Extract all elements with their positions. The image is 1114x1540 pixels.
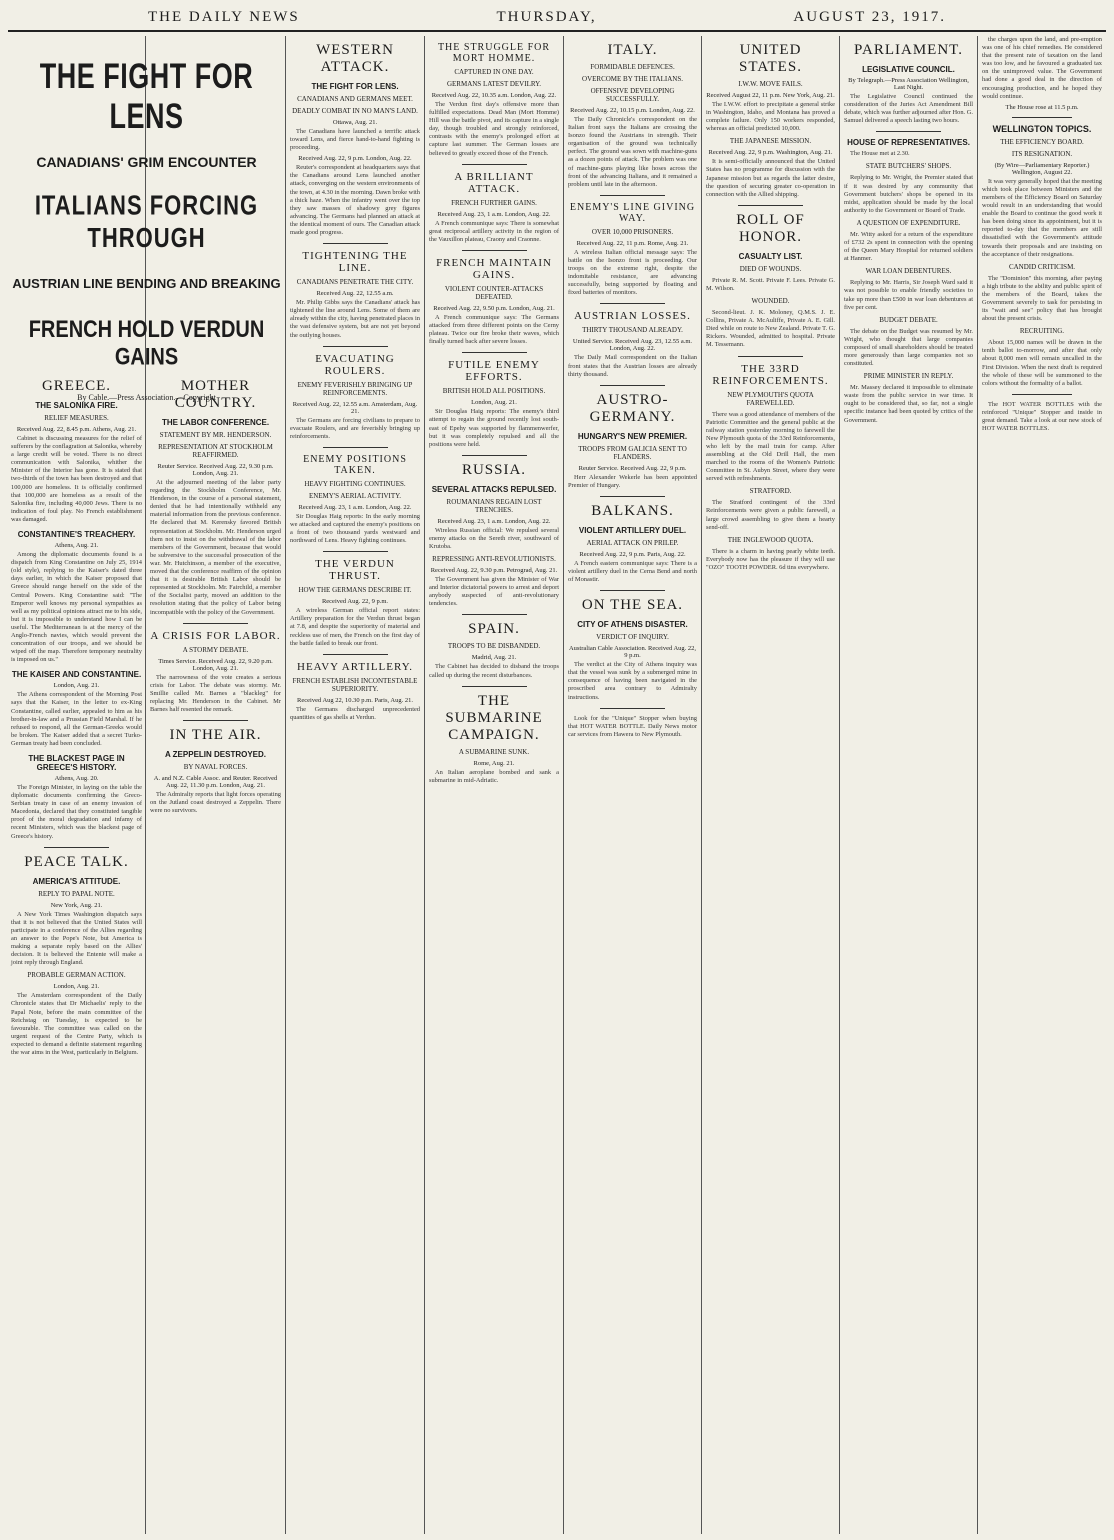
subheading: I.W.W. MOVE FAILS. — [738, 80, 803, 88]
divider — [323, 551, 388, 552]
divider — [600, 195, 665, 196]
section-title: A CRISIS FOR LABOR. — [150, 629, 281, 642]
subheading: THE LABOR CONFERENCE. — [161, 418, 270, 427]
article-text: Sir Douglas Haig reports: In the early morning we attacked and captured the enemy's positions on a front of two thousand yards westward and northward of Lens. Heavy fighting continues. — [290, 512, 420, 545]
dateline: Received Aug. 23, 1 a.m. London, Aug. 22. — [298, 503, 412, 511]
subheading: ENEMY'S AERIAL ACTIVITY. — [308, 491, 402, 500]
divider — [462, 164, 527, 165]
subheading: STRATFORD. — [749, 487, 792, 496]
section-title: WESTERN ATTACK. — [316, 42, 394, 75]
subheading: SEVERAL ATTACKS REPULSED. — [431, 484, 557, 494]
subheading: REPRESENTATION AT STOCKHOLM REAFFIRMED. — [158, 443, 273, 459]
subheading: THE INGLEWOOD QUOTA. — [727, 535, 814, 544]
subheading: THE FIGHT FOR LENS. — [311, 82, 399, 91]
subheading: CAPTURED IN ONE DAY. — [454, 68, 534, 76]
article-text: The I.W.W. effort to precipitate a general strike in Washington, Idaho, and Montana has proved a complete failure. Only 150 workers responded, whereas an official predicted 10,000. — [706, 101, 835, 133]
subheading: CANDID CRITICISM. — [1008, 262, 1076, 271]
article-text: The Amsterdam correspondent of the Daily Chronicle states that Dr Michaelis' reply to the Papal Note, before the main committee of the Reichstag on Tuesday, is expected to be favourable. The committee was called on the urgent request of the Centre Party, which is expected to demand a definite statement regarding the war aims in the West, particularly in Belgium. — [11, 992, 142, 1056]
column-3 — [286, 36, 425, 1534]
section-title: A BRILLIANT ATTACK. — [454, 170, 534, 195]
subheading: DIED OF WOUNDS. — [739, 264, 802, 273]
subheading: FORMIDABLE DEFENCES. — [590, 63, 675, 71]
divider — [44, 847, 110, 848]
dateline: Athens, Aug. 20. — [54, 775, 99, 782]
dateline: Received Aug. 22, 11 p.m. Rome, Aug. 21. — [576, 239, 689, 247]
divider — [876, 131, 941, 132]
subheading: VIOLENT ARTILLERY DUEL. — [578, 525, 687, 535]
article-text: A French communique says: The Germans attacked from three different points on the Cerny plateau. Twice our fire broke their waves, which finally turned back after severe losses. — [429, 313, 559, 346]
subheading: DEADLY COMBAT IN NO MAN'S LAND. — [292, 107, 418, 115]
dateline: Received Aug. 22, 10.15 p.m. London, Aug. 22. — [570, 107, 695, 114]
article-text: The debate on the Budget was resumed by Mr. Wright, who thought that large companies composed of small shareholders should be treated more generously than large companies not so constituted. — [844, 327, 973, 368]
article-text: About 15,000 names will be drawn in the tenth ballot to-morrow, and after that only about 8,000 men will remain uncalled in the First Division. When the next draft is required the whole of these will be summoned to the colors without the formality of a ballot. — [982, 339, 1102, 387]
divider — [183, 720, 249, 721]
dateline: Received Aug. 22, 12.55 a.m. Amsterdam, Aug. 21. — [292, 400, 418, 415]
section-title: SPAIN. — [468, 621, 520, 638]
subheading: OVER 10,000 PRISONERS. — [591, 227, 674, 236]
section-title: ENEMY POSITIONS TAKEN. — [303, 453, 407, 476]
subheading: AERIAL ATTACK ON PRILEP. — [586, 538, 679, 547]
divider — [600, 496, 665, 497]
subheading: HEAVY FIGHTING CONTINUES. — [304, 479, 406, 488]
article-text: The Legislative Council continued the consideration of the Juries Act Amendment Bill debate, which was further adjourned after Hon. G. Samuel delivered a speech lasting two hours. — [844, 93, 973, 125]
section-title: ROLL OF HONOR. — [736, 211, 805, 245]
subheading: A STORMY DEBATE. — [182, 645, 249, 654]
section-title: MOTHER COUNTRY. — [174, 378, 257, 411]
subheading: BY NAVAL FORCES. — [183, 763, 248, 772]
section-title: EVACUATING ROULERS. — [315, 352, 395, 377]
divider — [1012, 117, 1072, 118]
subheading: LEGISLATIVE COUNCIL. — [862, 65, 955, 74]
masthead-rule — [8, 30, 1106, 32]
dateline: London, Aug. 21. — [53, 682, 100, 690]
article-text: An Italian aeroplane bombed and sank a submarine in mid-Adriatic. — [429, 768, 559, 784]
article-text: Replying to Mr. Harris, Sir Joseph Ward said it was not possible to enable friendly societies to take up more than £500 in war loan debentures at five per cent. — [844, 279, 973, 311]
subheading: VIOLENT COUNTER-ATTACKS DEFEATED. — [444, 284, 544, 301]
article-text: The House met at 2.30. — [850, 150, 910, 158]
dateline: Ottawa, Aug. 21. — [332, 119, 378, 126]
column-5 — [564, 36, 702, 1534]
section-title: UNITED STATES. — [739, 42, 802, 75]
advertisement-text: There is a charm in having pearly white teeth. Everybody now has the pleasure if they will use "OZO" TOOTH POWDER. 6d tins everywhere. — [706, 547, 835, 571]
section-title: FRENCH MAINTAIN GAINS. — [436, 256, 552, 281]
column-2 — [146, 36, 286, 1534]
subheading: STATE BUTCHERS' SHOPS. — [865, 162, 952, 171]
advertisement-text: Look for the "Unique" Stopper when buying that HOT WATER BOTTLE. Daily News motor car services from Hawera to New Plymouth. — [568, 714, 697, 738]
article-text: The Germans discharged unprecedented quantities of gas shells at Verdun. — [290, 705, 420, 721]
article-text: Second-lieut. J. K. Moloney, Q.M.S. J. E. Collins, Private A. McAuliffe, Private A. E. Gill. Died while on route to New Zealand. Private T. G. Rickers. Wounded, admitted to hospital. Private M. Tessemann. — [706, 309, 835, 349]
dateline: Reuter Service. Received Aug. 22, 9.30 p.m. London, Aug. 21. — [157, 463, 274, 477]
subheading: THE KAISER AND CONSTANTINE. — [11, 670, 142, 680]
section-title: BALKANS. — [591, 502, 674, 519]
dateline: Athens, Aug. 21. — [54, 542, 99, 550]
subheading: THE JAPANESE MISSION. — [729, 137, 812, 146]
canadians-headline: CANADIANS' GRIM ENCOUNTER — [36, 154, 257, 170]
dateline: London, Aug. 21. — [471, 399, 517, 407]
subheading: THIRTY THOUSAND ALREADY. — [582, 326, 683, 335]
subheading: ITS RESIGNATION. — [1011, 149, 1073, 158]
article-text: A French communique says: There is somewhat great reciprocal artillery activity in the region of the Vauxillon plateau, Craony and Craonne. — [429, 219, 559, 243]
subheading: CANADIANS PENETRATE THE CITY. — [296, 278, 414, 287]
article-text: A wireless Italian official message says: The battle on the Isonzo front is proceeding. Our troops on the extreme right, despite the indomitable resistance, are advancing successfully, being supported by floating and fixed batteries of monitors. — [568, 248, 697, 297]
subheading: CANADIANS AND GERMANS MEET. — [297, 95, 413, 103]
section-title: ITALY. — [607, 42, 658, 58]
article-text: The Stratford contingent of the 33rd Reinforcements were given a public farewell, a large crowd assembling to give them a hearty send-off. — [706, 499, 835, 531]
divider — [183, 623, 249, 624]
dateline: Times Service. Received Aug. 22, 9.20 p.m. London, Aug. 21. — [158, 657, 273, 672]
subheading: GERMANS LATEST DEVILRY. — [446, 80, 542, 88]
subheading: A ZEPPELIN DESTROYED. — [164, 750, 267, 760]
subheading: FRENCH ESTABLISH INCONTESTABLE SUPERIORITY. — [292, 676, 418, 693]
dateline: Received Aug. 22, 9.30 p.m. Petrograd, Aug. 21. — [430, 567, 558, 575]
paper-name: THE DAILY NEWS — [148, 8, 300, 25]
subheading: REPLY TO PAPAL NOTE. — [38, 889, 115, 898]
article-text: The Canadians have launched a terrific attack toward Lens, and fierce hand-to-hand fighting is proceeding. — [290, 128, 420, 152]
subheading: OVERCOME BY THE ITALIANS. — [582, 75, 683, 83]
divider — [462, 614, 527, 615]
dateline: New York, Aug. 21. — [50, 901, 103, 909]
subheading: REPRESSING ANTI-REVOLUTIONISTS. — [432, 555, 556, 564]
divider — [462, 455, 527, 456]
section-title: PEACE TALK. — [24, 853, 129, 870]
article-text: There was a good attendance of members of the Patriotic Committee and the general public at the railway station yesterday morning to farewell the New Plymouth quota of the 33rd Reinforcements, who left by the mail train for camp. After assembling at the Old Drill Hall, the men marched to the rooms of the Women's Patriotic Committee in St. Aubyn Street, where they were served with refreshments. — [706, 410, 835, 483]
section-title: AUSTRIAN LOSSES. — [574, 310, 691, 323]
divider — [462, 686, 527, 687]
greece-article — [11, 378, 142, 1057]
austrian-headline: AUSTRIAN LINE BENDING AND BREAKING — [12, 276, 281, 291]
divider — [1012, 394, 1072, 395]
column-7 — [840, 36, 978, 1534]
divider — [323, 346, 388, 347]
subheading: ENEMY FEVERISHLY BRINGING UP REINFORCEMENTS. — [297, 380, 413, 397]
main-headline: THE FIGHT FOR LENS — [39, 56, 254, 136]
article-text: The Government has given the Minister of War and Interior dictatorial powers to arrest and deport anybody suspected of anti-revolutionary tendencies. — [429, 576, 559, 608]
issue-day: THURSDAY, — [496, 8, 597, 25]
divider — [600, 303, 665, 304]
section-title: GREECE. — [41, 378, 112, 394]
section-title: THE SUBMARINE CAMPAIGN. — [445, 692, 543, 743]
subheading: WOUNDED. — [751, 297, 790, 306]
dateline: Received Aug. 22, 9 p.m. London, Aug. 22. — [298, 155, 412, 163]
subheading: WAR LOAN DEBENTURES. — [865, 267, 952, 276]
dateline: By Telegraph.—Press Association Wellington, Last Night. — [848, 77, 969, 91]
article-text: A French eastern communique says: There is a violent artillery duel in the Cerna Bend and north of Monastir. — [568, 559, 697, 584]
divider — [323, 447, 388, 448]
article-text: It is semi-officially announced that the United States has no programme for discussion with the Japanese mission but as regards the latter desire, the question of securing greater co-operation in connection with the Allied shipping. — [706, 158, 835, 198]
dateline: Received Aug. 22, 9 p.m. Paris, Aug. 22. — [579, 550, 686, 558]
article-text: The Germans are forcing civilians to prepare to evacuate Roulers, and are feverishly bringing up reinforcements. — [290, 416, 420, 440]
section-title: HEAVY ARTILLERY. — [297, 660, 413, 673]
article-text: the charges upon the land, and pre-emption was one of his chief remedies. He considered that the present rate of taxation on the land was too low, and he favoured a graduated tax on the unimproved value. The Government had done a good deal in the direction of encouraging production, and he hoped they would continue. — [982, 36, 1102, 100]
article-text: The Athens correspondent of the Morning Post says that the Kaiser, in the letter to ex-King Constantine, called earlier, appealed to him as his brother-in-law and a Prussian Field Marshal. If he refused to respond, all the German-Greeks would be broken. The Kaiser added that a secret Turko-German treaty had been concluded. — [11, 691, 142, 747]
dateline: Received Aug. 22, 9 p.m. — [321, 598, 389, 606]
article-text: Mr. Massey declared it impossible to eliminate waste from the public service in war time. It ought to be considered that, so far, not a single specific instance had been quoted by critics of the Government. — [844, 384, 973, 424]
dateline: Received Aug. 23, 1 a.m. London, Aug. 22. — [437, 210, 551, 218]
article-text: The Verdun first day's offensive more than fulfilled expectations. Dead Man (Mort Homme) Hill was the battle pivot, and its capture in a single day, though troubled and strongly reinforced, contrasts with the enemy's prolonged effort at capture last summer. The German losses are believed to greatly exceed those of the French. — [429, 101, 559, 157]
section-title: FUTILE ENEMY EFFORTS. — [448, 359, 540, 384]
dateline: A. and N.Z. Cable Assoc. and Reuter. Received Aug. 22, 11.30 p.m. London, Aug. 21. — [153, 775, 278, 790]
subheading: AMERICA'S ATTITUDE. — [32, 876, 121, 886]
subheading: RELIEF MEASURES. — [44, 414, 109, 422]
dateline: Australian Cable Association. Received Aug. 22, 9 p.m. — [568, 645, 697, 660]
article-text: Reuter's correspondent at headquarters says that the Canadians around Lens launched another attack, converging on the western environments of the town, at 4.30 in the morning. Dawn broke with a thick haze. When the infantry went over the top they saw masses of shadowy grey figures advancing. The Germans had planned an attack at the identical moment of ours. The Canadian attack made good progress. — [290, 164, 420, 237]
article-text: Replying to Mr. Wright, the Premier stated that if it was desired by any community that Government butchers' shops be opened in its midst, application should be made by the local authority to the Government or Board of Trade. — [844, 174, 973, 214]
article-text: It was very generally hoped that the meeting which took place between Ministers and the members of the Efficiency Board on Saturday would result in an understanding that would enable the Board to continue the good work it has been doing since its appointment, but it is reported to-day that the members are still dissatisfied with the Government's attitude towards their proposals and are insisting on the acceptance of their resignations. — [982, 177, 1102, 258]
dateline: London, Aug. 21. — [53, 983, 100, 991]
subheading: TROOPS TO BE DISBANDED. — [447, 642, 541, 651]
section-title: THE STRUGGLE FOR MORT HOMME. — [437, 42, 551, 64]
dateline: Received Aug. 22, 12.55 a.m. — [316, 290, 394, 298]
subheading: BRITISH HOLD ALL POSITIONS. — [442, 387, 546, 396]
section-title: IN THE AIR. — [169, 727, 262, 744]
column-4 — [425, 36, 564, 1534]
subheading: HUNGARY'S NEW PREMIER. — [577, 431, 688, 441]
article-text: Cabinet is discussing measures for the relief of sufferers by the conflagration at Salonika, whereby a large credit will be voted. There is no direct communication with Salonika, whither the Minister of the Interior has gone. It is stated that two-thirds of the town has been destroyed and that 100,000 are homeless. It is officially confirmed that 100,000 are homeless as a result of the Salonika fire, including 40,000 Jews. There is no indication of foul play. No French establishment was damaged. — [11, 435, 142, 523]
column-6 — [702, 36, 840, 1534]
section-title: PARLIAMENT. — [854, 42, 963, 58]
subheading: ROUMANIANS REGAIN LOST TRENCHES. — [446, 497, 542, 514]
subheading: CITY OF ATHENS DISASTER. — [577, 620, 688, 630]
article-text: Sir Douglas Haig reports: The enemy's third attempt to regain the ground recently lost south-east of Epehy was supported by flammenwerfer, but it was completely repulsed and all the positions were held. — [429, 408, 559, 448]
divider — [600, 590, 665, 591]
subheading: CASUALTY LIST. — [738, 251, 803, 261]
subheading: TROOPS FROM GALICIA SENT TO FLANDERS. — [578, 444, 687, 461]
article-text: Private R. M. Scott. Private F. Lees. Private G. M. Wilson. — [706, 276, 835, 292]
mother-country-article — [150, 378, 281, 815]
subheading: RECRUITING. — [1019, 327, 1065, 336]
divider — [738, 356, 803, 357]
article-text: A New York Times Washington dispatch says that it is not believed that the United States will participate in a conference of the Allies regarding an answer to the Pope's Note, but America is making a separate reply based on the Allies' decision. It is believed the Entente will make a joint reply through England. — [11, 910, 142, 967]
subheading: FRENCH FURTHER GAINS. — [451, 198, 537, 207]
section-title: TIGHTENING THE LINE. — [302, 250, 408, 275]
article-text: Wireless Russian official: We repulsed several enemy attacks on the Sereth river, southward of Krutoba. — [429, 526, 559, 550]
byline: By Cable.—Press Association.—Copyright — [77, 393, 216, 402]
divider — [323, 243, 388, 244]
article-text: The Foreign Minister, in laying on the table the diplomatic documents confirming the Greco-Serbian treaty in case of an enemy invasion of Macedonia, declared that they constituted tangible proof of the moral degradation and infamy of recent Ministers, which was the blackest page of Greece's history. — [11, 784, 142, 840]
subheading: THE SALONIKA FIRE. — [35, 401, 118, 410]
article-text: Mr. Witty asked for a return of the expenditure of £732 2s spent in connection with the opening of the Queen Mary Hospital for returned soldiers at Hanmer. — [844, 230, 973, 263]
italians-headline: ITALIANS FORCING THROUGH — [34, 189, 259, 254]
article-text: The Daily Mail correspondent on the Italian front states that the Austrian losses are already thirty thousand. — [568, 354, 697, 378]
column-8 — [978, 36, 1106, 1534]
article-text: The narrowness of the vote creates a serious crisis for Labor. The debate was stormy. Mr. Smillie called Mr. Barnes a "blackleg" for replacing Mr. Henderson in the Cabinet. Mr Barnes half resented the remark. — [150, 673, 281, 713]
dateline: Received Aug. 22, 9.50 p.m. London, Aug. 21. — [433, 304, 555, 312]
advertisement-text: The HOT WATER BOTTLES with the reinforced "Unique" Stopper and inside in great demand. Take a look at our new stock of HOT WATER BOTTLES. — [982, 400, 1102, 433]
dateline: Rome, Aug. 21. — [473, 759, 515, 767]
article-text: A wireless German official report states: Artillery preparation for the Verdun thrust began at 7.8, and despite the superiority of material and reckless use of men, the French on the first day of the battle failed to break our front. — [290, 607, 420, 647]
section-title: THE 33RD REINFORCEMENTS. — [712, 362, 829, 387]
subheading: PRIME MINISTER IN REPLY. — [863, 372, 954, 381]
subheading: PROBABLE GERMAN ACTION. — [27, 971, 126, 980]
dateline: The House rose at 11.5 p.m. — [1005, 103, 1079, 111]
masthead — [8, 6, 1106, 28]
article-text: The "Dominion" this morning, after paying a high tribute to the ability and public spirit of the members of the Board, takes the Government severely to task for persisting in its "wait and see" policy that has brought about the present crisis. — [982, 274, 1102, 323]
dateline: Received Aug 22, 10.30 p.m. Paris, Aug. 21. — [297, 696, 413, 704]
dateline: Received Aug. 22, 10.35 a.m. London, Aug. 22. — [431, 92, 557, 99]
subheading: A QUESTION OF EXPENDITURE. — [856, 218, 961, 227]
french-headline: FRENCH HOLD VERDUN GAINS — [28, 316, 265, 371]
dateline: Received Aug. 22, 8.45 p.m. Athens, Aug. 21. — [16, 426, 137, 433]
dateline: Madrid, Aug. 21. — [471, 654, 517, 662]
subheading: A SUBMARINE SUNK. — [458, 747, 530, 756]
section-title: ENEMY'S LINE GIVING WAY. — [569, 201, 696, 224]
dateline: Reuter Service. Received Aug. 22, 9 p.m. — [578, 464, 687, 472]
dateline: Received Aug. 22, 9 p.m. Washington, Aug. 21. — [708, 149, 833, 157]
subheading: VERDICT OF INQUIRY. — [596, 633, 669, 642]
subheading: HOUSE OF REPRESENTATIVES. — [847, 138, 970, 148]
article-text: The Daily Chronicle's correspondent on the Italian front says the Italians are crossing the Isonzo found the Austrians in strength. Their organisation of the ground was technically perfect. The ground was sown with machine-guns as a dozen points of attack. The problem was one of machine-guns playing like hoses across the front of the advancing Italians, and it remained a problem until late in the afternoon. — [568, 116, 697, 188]
columns — [8, 36, 1106, 1534]
article-text: The Cabinet has decided to disband the troops called up during the recent disturbances. — [429, 663, 559, 679]
section-title: ON THE SEA. — [581, 597, 684, 614]
dateline: (By Wire—Parliamentary Reporter.) Wellington, August 22. — [994, 161, 1090, 176]
section-title: RUSSIA. — [461, 461, 527, 478]
section-title: THE VERDUN THRUST. — [315, 558, 395, 583]
dateline: United Service. Received Aug. 23, 12.55 a.m. London, Aug. 22. — [572, 338, 693, 353]
divider — [462, 352, 527, 353]
subheading: NEW PLYMOUTH'S QUOTA FAREWELLED. — [727, 390, 814, 407]
issue-date: AUGUST 23, 1917. — [793, 8, 946, 25]
dateline: Received Aug. 23, 1 a.m. London, Aug. 22. — [437, 517, 551, 525]
divider — [462, 250, 527, 251]
divider — [323, 654, 388, 655]
subheading: BUDGET DEBATE. — [879, 315, 938, 324]
dateline: Received August 22, 11 p.m. New York, Aug. 21. — [706, 92, 835, 99]
article-text: The Admiralty reports that light forces operating on the Jutland coast destroyed a Zeppelin. There were no survivors. — [150, 791, 281, 815]
subheading: THE EFFICIENCY BOARD. — [1000, 137, 1084, 146]
subheading: STATEMENT BY MR. HENDERSON. — [159, 431, 272, 439]
section-title: WELLINGTON TOPICS. — [992, 123, 1092, 134]
divider — [600, 708, 665, 709]
section-title: AUSTRO-GERMANY. — [589, 391, 676, 425]
divider — [600, 385, 665, 386]
subheading: THE BLACKEST PAGE IN GREECE'S HISTORY. — [28, 754, 125, 772]
subheading: OFFENSIVE DEVELOPING SUCCESSFULLY. — [590, 87, 675, 103]
subheading: HOW THE GERMANS DESCRIBE IT. — [298, 586, 412, 595]
article-text: The verdict at the City of Athens inquiry was that the vessel was sunk by a submerged mine in consequence of having been navigated in the proscribed area contrary to Admiralty instructions. — [568, 661, 697, 701]
divider — [738, 205, 803, 206]
article-text: At the adjourned meeting of the labor party regarding the Stockholm Conference, Mr. Henderson, in the course of a personal statement, denied that he had intentionally withheld any material information from the previous conference. He declared that M. Kerensky favored British representation at Stockholm. Mr. Henderson urged them not to insist on the withdrawal of the labor members of the Government, because that would be subversive to the successful prosecution of the war. Mr. Hutchinson, a member of the executive, moved that the conference reaffirm of the opinion that it is desirable British Labor should be represented at Stockholm. Mr. Fairchild, a member of the Socialist party, moved an addition to the resolution stating that the policy of Labor being incompatible with the policy of the Government. — [150, 479, 281, 616]
article-text: Among the diplomatic documents found is a dispatch from King Constantine on July 25, 1914 (old style), replying to the Kaiser's dated three days earlier, in which the Kaiser proposed that Greece should range herself on the side of the Central Powers. King Constantine said: "The Emperor well knows my personal sympathies as well as my political opinions attract me to his side, but it is impossible to understand how I can be useful. The Mediterranean is at the mercy of the Anglo-French navies, which would prevent the concentration of our troops, and we should be wiped off the map. Therefore temporary neutrality is imposed on us." — [11, 551, 142, 664]
subheading: CONSTANTINE'S TREACHERY. — [17, 530, 136, 540]
article-text: Mr. Philip Gibbs says the Canadians' attack has tightened the line around Lens. Some of them are already within the city, having penetrated places in the vast defensive system, but are not yet beyond the outlying houses. — [290, 299, 420, 339]
article-text: Herr Alexander Wekerle has been appointed Premier of Hungary. — [568, 473, 697, 489]
